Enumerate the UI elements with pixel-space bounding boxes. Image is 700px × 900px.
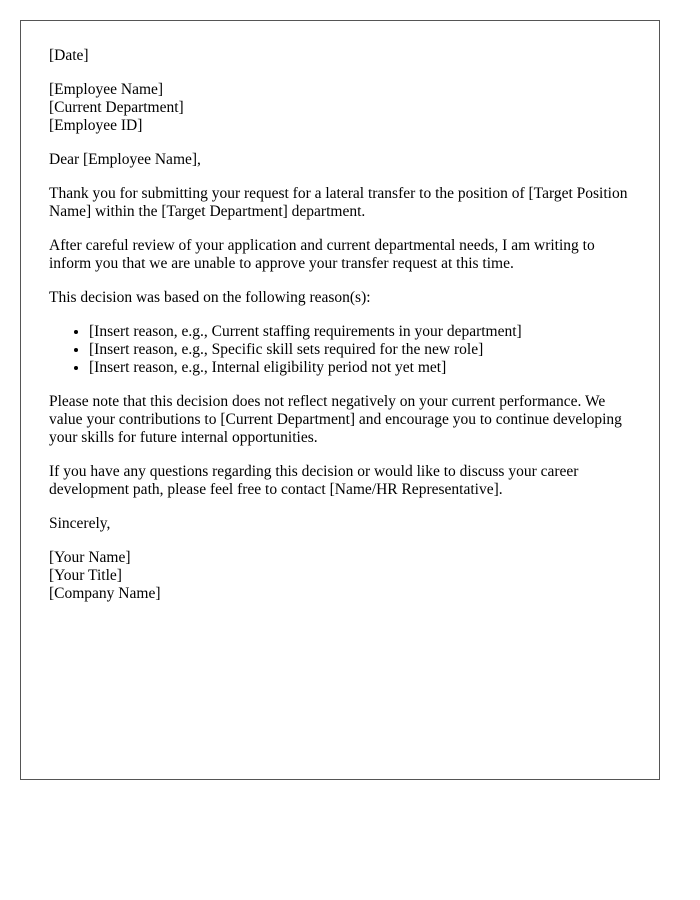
paragraph-decision: After careful review of your application and current departmental needs, I am writing to inform you that we are unable to approve your transfer request at this time.: [49, 237, 595, 272]
letter-date: [Date]: [49, 47, 89, 64]
closing: Sincerely,: [49, 515, 111, 532]
paragraph-intro: Thank you for submitting your request for a lateral transfer to the position of [Target Position Name] within the [Target Department] department.: [49, 185, 628, 220]
recipient-block: [49, 81, 631, 135]
reason-item: • [Insert reason, e.g., Current staffing requirements in your department]: [89, 323, 631, 341]
recipient-department: [Current Department]: [49, 99, 184, 116]
signature-name: [Your Name]: [49, 549, 131, 566]
reason-item: • [Insert reason, e.g., Specific skill sets required for the new role]: [89, 341, 631, 359]
reasons-list: [49, 323, 631, 377]
paragraph-note: Please note that this decision does not reflect negatively on your current performance. We value your contributions to [Current Department] and encourage you to continue developing your skills for future internal opportunities.: [49, 393, 622, 446]
signature-block: [49, 549, 631, 603]
paragraph-reasons-intro: This decision was based on the following reason(s):: [49, 289, 371, 306]
salutation: Dear [Employee Name],: [49, 151, 201, 168]
signature-title: [Your Title]: [49, 567, 122, 584]
recipient-name: [Employee Name]: [49, 81, 164, 98]
reason-item: • [Insert reason, e.g., Internal eligibility period not yet met]: [89, 359, 631, 377]
signature-company: [Company Name]: [49, 585, 161, 602]
recipient-id: [Employee ID]: [49, 117, 143, 134]
paragraph-contact: If you have any questions regarding this decision or would like to discuss your career development path, please feel free to contact [Name/HR Representative].: [49, 463, 579, 498]
letter-page: [20, 20, 660, 780]
